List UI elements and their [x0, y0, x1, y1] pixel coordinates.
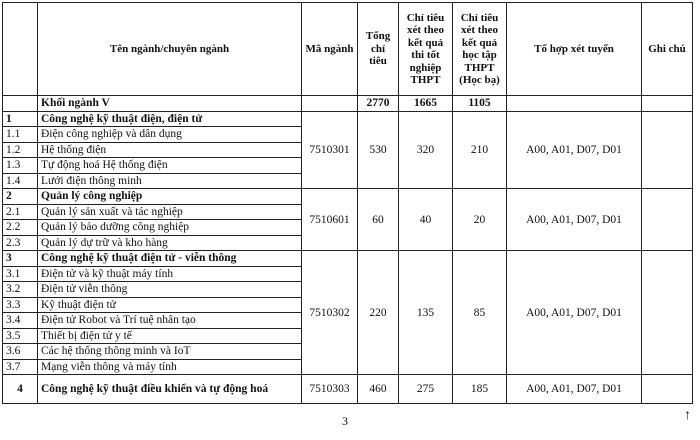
specialization-number: 2.2	[3, 220, 38, 236]
specialization-number: 3.7	[3, 359, 38, 375]
header-transcript: Chỉ tiêu xét theo kết quả học tập THPT (Học bạ)	[453, 3, 507, 96]
major-total: 530	[358, 111, 399, 189]
major-transcript: 85	[453, 251, 507, 375]
specialization-name: Quản lý sản xuất và tác nghiệp	[38, 204, 302, 220]
specialization-name: Quản lý dự trữ và kho hàng	[38, 235, 302, 251]
specialization-name: Điện tử và kỹ thuật máy tính	[38, 266, 302, 282]
major-note	[642, 189, 693, 251]
specialization-name: Hệ thống điện	[38, 142, 302, 158]
header-stt	[3, 3, 38, 96]
major-total: 220	[358, 251, 399, 375]
major-row	[3, 375, 693, 404]
page-number: 3	[342, 414, 348, 428]
specialization-number: 3.4	[3, 313, 38, 329]
major-combo: A00, A01, D07, D01	[507, 251, 642, 375]
specialization-number: 3.2	[3, 282, 38, 298]
major-transcript: 20	[453, 189, 507, 251]
specialization-name: Điện tử Robot và Trí tuệ nhân tạo	[38, 313, 302, 329]
major-name: Công nghệ kỹ thuật điện, điện tử	[38, 111, 302, 127]
major-name: Công nghệ kỹ thuật điều khiển và tự động hoá	[38, 375, 302, 404]
block-code	[302, 96, 358, 112]
major-code: 7510601	[302, 189, 358, 251]
major-thpt-exam: 320	[399, 111, 453, 189]
major-row	[3, 111, 693, 127]
specialization-number: 1.4	[3, 173, 38, 189]
major-combo: A00, A01, D07, D01	[507, 189, 642, 251]
specialization-number: 3.3	[3, 297, 38, 313]
header-row	[3, 3, 693, 96]
block-row	[3, 96, 693, 112]
major-combo: A00, A01, D07, D01	[507, 111, 642, 189]
major-name: Quản lý công nghiệp	[38, 189, 302, 205]
major-number: 1	[3, 111, 38, 127]
block-combo	[507, 96, 642, 112]
header-total: Tổng chỉ tiêu	[358, 3, 399, 96]
block-stt	[3, 96, 38, 112]
specialization-number: 3.5	[3, 328, 38, 344]
header-thpt-exam: Chỉ tiêu xét theo kết quả thi tốt nghiệp THPT	[399, 3, 453, 96]
specialization-name: Điện tử viễn thông	[38, 282, 302, 298]
admission-quota-table	[2, 2, 693, 404]
header-name: Tên ngành/chuyên ngành	[38, 3, 302, 96]
header-note: Ghi chú	[642, 3, 693, 96]
major-total: 60	[358, 189, 399, 251]
major-thpt-exam: 135	[399, 251, 453, 375]
header-combo: Tổ hợp xét tuyển	[507, 3, 642, 96]
major-number: 3	[3, 251, 38, 267]
specialization-name: Điện công nghiệp và dân dụng	[38, 127, 302, 143]
block-note	[642, 96, 693, 112]
corner-mark: ↑	[684, 408, 691, 423]
specialization-number: 2.1	[3, 204, 38, 220]
specialization-name: Thiết bị điện tử y tế	[38, 328, 302, 344]
block-total: 2770	[358, 96, 399, 112]
major-code: 7510303	[302, 375, 358, 404]
block-transcript: 1105	[453, 96, 507, 112]
specialization-number: 1.3	[3, 158, 38, 174]
block-name: Khối ngành V	[38, 96, 302, 112]
specialization-number: 1.1	[3, 127, 38, 143]
major-thpt-exam: 40	[399, 189, 453, 251]
specialization-name: Các hệ thống thông minh và IoT	[38, 344, 302, 360]
major-transcript: 210	[453, 111, 507, 189]
specialization-number: 3.1	[3, 266, 38, 282]
specialization-number: 2.3	[3, 235, 38, 251]
specialization-name: Mạng viễn thông và máy tính	[38, 359, 302, 375]
major-note	[642, 375, 693, 404]
header-code: Mã ngành	[302, 3, 358, 96]
major-number: 4	[3, 375, 38, 404]
major-thpt-exam: 275	[399, 375, 453, 404]
major-total: 460	[358, 375, 399, 404]
specialization-number: 3.6	[3, 344, 38, 360]
specialization-number: 1.2	[3, 142, 38, 158]
specialization-name: Kỹ thuật điện tử	[38, 297, 302, 313]
major-row	[3, 251, 693, 267]
major-note	[642, 251, 693, 375]
major-code: 7510301	[302, 111, 358, 189]
major-combo: A00, A01, D07, D01	[507, 375, 642, 404]
major-transcript: 185	[453, 375, 507, 404]
major-code: 7510302	[302, 251, 358, 375]
major-row	[3, 189, 693, 205]
major-name: Công nghệ kỹ thuật điện tử - viễn thông	[38, 251, 302, 267]
major-number: 2	[3, 189, 38, 205]
block-thpt-exam: 1665	[399, 96, 453, 112]
specialization-name: Quản lý bảo dưỡng công nghiệp	[38, 220, 302, 236]
major-note	[642, 111, 693, 189]
specialization-name: Tự động hoá Hệ thống điện	[38, 158, 302, 174]
specialization-name: Lưới điện thông minh	[38, 173, 302, 189]
